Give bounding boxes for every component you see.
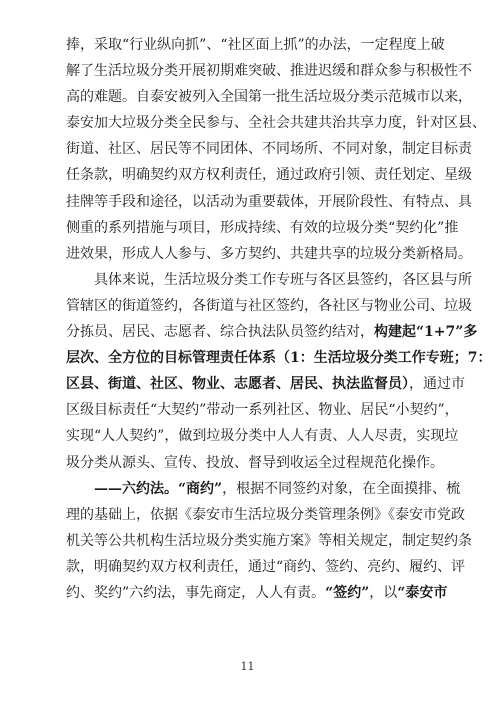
text-line: 理的基础上，依据《泰安市生活垃圾分类管理条例》《泰安市党政 [66, 506, 465, 523]
bold-text-run: 区县、街道、社区、物业、志愿者、居民、执法监督员） [66, 376, 409, 393]
page-number: 11 [240, 660, 255, 673]
text-run: 分拣员、居民、志愿者、综合执法队员签约结对， [66, 324, 374, 341]
text-line: 解了生活垃圾分类开展初期难突破、推进迟缓和群众参与积极性不 [66, 63, 472, 80]
text-line: 侧重的系列措施与项目，形成持续、有效的垃圾分类“契约化”推 [66, 219, 459, 236]
text-line: 捧，采取“行业纵向抓”、“社区面上抓”的办法，一定程度上破 [66, 37, 445, 53]
text-line: 挂牌等手段和途径，以活动为重要载体，开展阶段性、有特点、具 [66, 193, 472, 210]
text-run: ，通过市 [409, 376, 465, 393]
paragraph-start-line: 具体来说，生活垃圾分类工作专班与各区县签约，各区县与所 [94, 271, 472, 288]
text-line: 区级目标责任“大契约”带动一系列社区、物业、居民“小契约”， [66, 402, 459, 419]
text-line: 款，明确契约双方权利责任，通过“商约、签约、亮约、履约、评 [66, 558, 466, 575]
text-line [66, 371, 465, 397]
text-run: ，以 [369, 584, 398, 601]
text-line: 任条款，明确契约双方权利责任，通过政府引领、责任划定、星级 [66, 167, 472, 184]
text-line: 进效果，形成人人参与、多方契约、共建共享的垃圾分类新格局。 [66, 245, 472, 262]
paragraph-start-line [66, 476, 461, 502]
text-line: 高的难题。自泰安被列入全国第一批生活垃圾分类示范城市以来， [66, 89, 472, 106]
body-text [66, 32, 492, 606]
bold-text-run: “商约” [178, 480, 223, 497]
text-line [66, 319, 478, 345]
bold-text-run: “签约” [325, 584, 370, 601]
text-line: 圾分类从源头、宣传、投放、督导到收运全过程规范化操作。 [66, 454, 444, 471]
text-run: ，根据不同签约对象，在全面摸排、梳 [222, 480, 461, 497]
text-line: 泰安加大垃圾分类全民参与、全社会共建共治共享力度，针对区县、 [66, 115, 486, 132]
bold-text-run: 构建起“1+7”多 [374, 324, 478, 341]
text-line [66, 580, 448, 606]
text-line: 机关等公共机构生活垃圾分类实施方案》等相关规定，制定契约条 [66, 532, 472, 549]
bold-text-run: “泰安市 [397, 584, 448, 601]
text-run: 约、奖约”六约法，事先商定，人人有责。 [66, 584, 326, 601]
text-line: 街道、社区、居民等不同团体、不同场所、不同对象，制定目标责 [66, 141, 472, 158]
text-line: 管辖区的街道签约，各街道与社区签约，各社区与物业公司、垃圾 [66, 297, 472, 314]
bold-text-line: 层次、全方位的目标管理责任体系（1：生活垃圾分类工作专班；7： [66, 350, 492, 367]
text-line: 实现“人人契约”，做到垃圾分类中人人有责、人人尽责，实现垃 [66, 428, 459, 445]
bold-text-run: ——六约法。 [94, 480, 178, 497]
